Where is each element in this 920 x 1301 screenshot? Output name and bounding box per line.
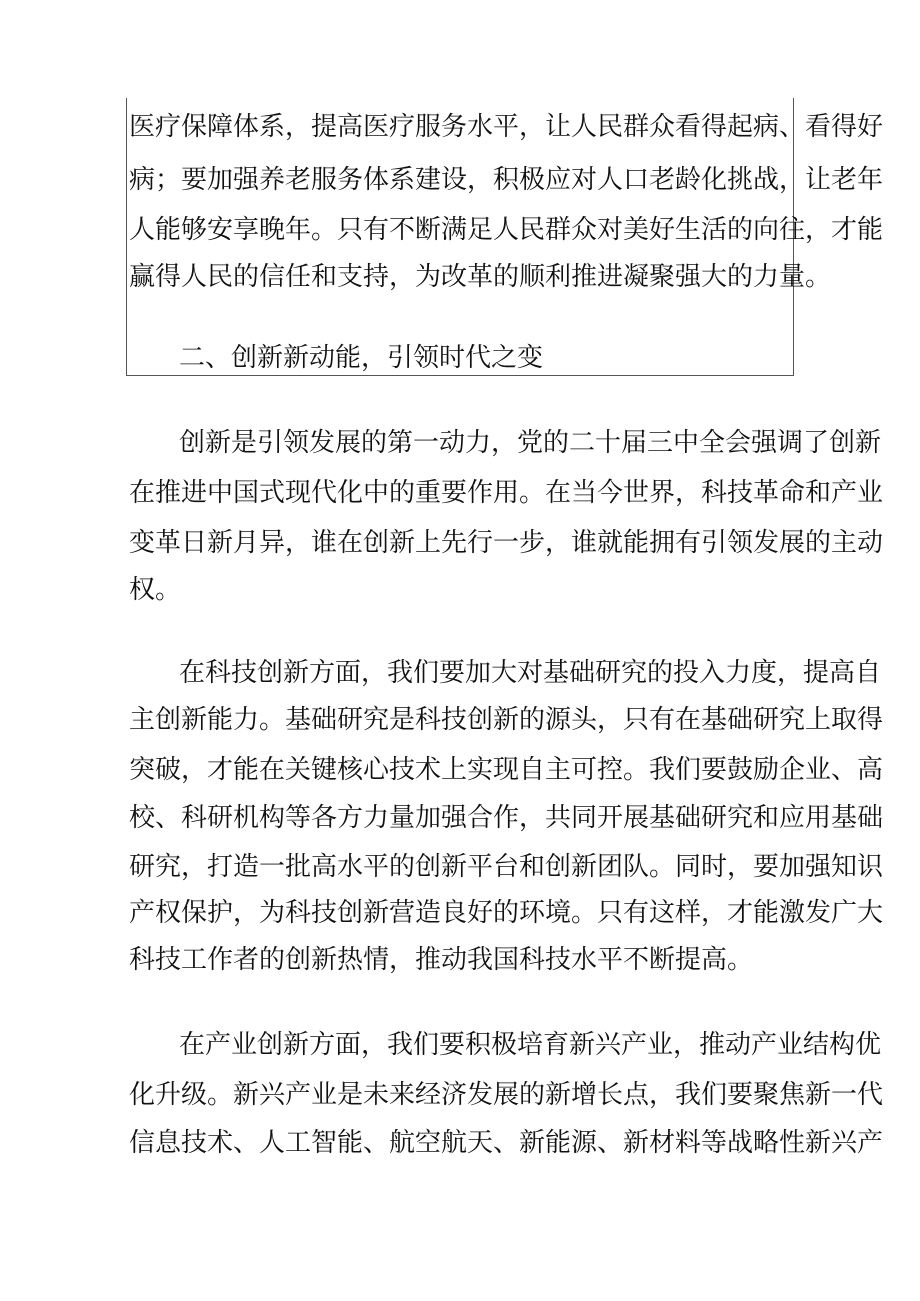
paragraph-line: 在推进中国式现代化中的重要作用。在当今世界，科技革命和产业 <box>129 478 884 508</box>
boxed-line: 人能够安享晚年。只有不断满足人民群众对美好生活的向往，才能 <box>129 215 884 245</box>
paragraph-line: 科技工作者的创新热情，推动我国科技水平不断提高。 <box>129 945 754 975</box>
paragraph-line: 主创新能力。基础研究是科技创新的源头，只有在基础研究上取得 <box>129 705 884 735</box>
paragraph-line: 突破，才能在关键核心技术上实现自主可控。我们要鼓励企业、高 <box>129 755 884 785</box>
boxed-line: 病；要加强养老服务体系建设，积极应对人口老龄化挑战，让老年 <box>129 165 884 195</box>
paragraph-line: 创新是引领发展的第一动力，党的二十届三中全会强调了创新 <box>179 428 882 458</box>
paragraph-line: 产权保护，为科技创新营造良好的环境。只有这样，才能激发广大 <box>129 898 884 928</box>
boxed-line: 赢得人民的信任和支持，为改革的顺利推进凝聚强大的力量。 <box>129 262 832 292</box>
paragraph-line: 在产业创新方面，我们要积极培育新兴产业，推动产业结构优 <box>179 1030 882 1060</box>
paragraph-line: 研究，打造一批高水平的创新平台和创新团队。同时，要加强知识 <box>129 852 884 882</box>
section-heading: 二、创新新动能，引领时代之变 <box>179 343 544 373</box>
paragraph-line: 校、科研机构等各方力量加强合作，共同开展基础研究和应用基础 <box>129 803 884 833</box>
boxed-line: 医疗保障体系，提高医疗服务水平，让人民群众看得起病、看得好 <box>129 112 884 142</box>
paragraph-line: 在科技创新方面，我们要加大对基础研究的投入力度，提高自 <box>179 658 882 688</box>
paragraph-line: 权。 <box>129 575 182 605</box>
paragraph-line: 化升级。新兴产业是未来经济发展的新增长点，我们要聚焦新一代 <box>129 1080 884 1110</box>
paragraph-line: 变革日新月异，谁在创新上先行一步，谁就能拥有引领发展的主动 <box>129 528 884 558</box>
paragraph-line: 信息技术、人工智能、航空航天、新能源、新材料等战略性新兴产 <box>129 1128 884 1158</box>
